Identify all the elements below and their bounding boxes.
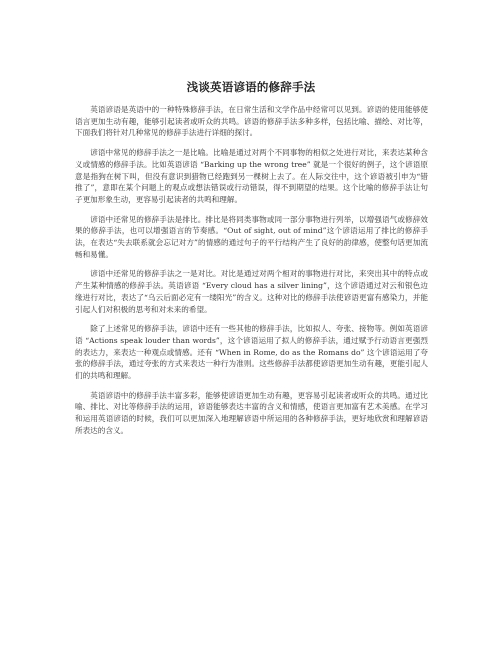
paragraph-metaphor: 谚语中常见的修辞手法之一是比喻。比喻是通过对两个不同事物的相似之处进行对比，来表达某种含义或情感的修辞手法。比如英语谚语 “Barking up the wrong tree” 就是一个很好的例子，这个谚语原意是指狗在树下叫，但没有意识到猎物已经跑到另一棵树上去了。在人际交往中，这个谚语被引申为“错推了”，意即在某个问题上的观点或想法错误或行动错误，得不到期望的结果。这个比喻的修辞手法让句子更加形象生动，更容易引起读者的共鸣和理解。 — [75, 148, 428, 204]
paragraph-intro: 英语谚语是英语中的一种特殊修辞手法，在日常生活和文学作品中经常可以见到。谚语的使用能够使语言更加生动有趣，能够引起读者或听众的共鸣。谚语的修辞手法多种多样，包括比喻、描绘、对比等，下面我们将针对几种常见的修辞手法进行详细的探讨。 — [75, 105, 428, 138]
paragraph-parallelism: 谚语中还常见的修辞手法是排比。排比是将同类事物或同一部分事物进行列举，以增强语气或修辞效果的修辞手法，也可以增强语言的节奏感。“Out of sight, out of mind”这个谚语运用了排比的修辞手法，在表达“失去联系就会忘记对方”的情感的通过句子的平行结构产生了良好的韵律感，使整句话更加流畅和易懂。 — [75, 214, 428, 259]
paragraph-conclusion: 英语谚语中的修辞手法丰富多彩，能够使谚语更加生动有趣，更容易引起读者或听众的共鸣。通过比喻、排比、对比等修辞手法的运用，谚语能够表达丰富的含义和情感，使语言更加富有艺术美感。在学习和运用英语谚语的时候，我们可以更加深入地理解谚语中所运用的各种修辞手法，更好地欣赏和理解谚语所表达的含义。 — [75, 390, 428, 435]
paragraph-other-devices: 除了上述常见的修辞手法，谚语中还有一些其他的修辞手法，比如拟人、夸张、接物等。例如英语谚语 “Actions speak louder than words”，这个谚语运用了拟人的修辞手法，通过赋予行动语言更强烈的表达力，来表达一种观点或情感。还有 “When in Rome, do as the Romans do” 这个谚语运用了夸张的修辞手法，通过夸张的方式来表达一种行为准则。这些修辞手法都使谚语更加生动有趣，更能引起人们的共鸣和理解。 — [75, 324, 428, 381]
paragraph-contrast: 谚语中还常见的修辞手法之一是对比。对比是通过对两个相对的事物进行对比，来突出其中的特点或产生某种情感的修辞手法。英语谚语 “Every cloud has a silver lining”，这个谚语通过对云和银色边缘进行对比，表达了“乌云后面必定有一缕阳光”的含义。这种对比的修辞手法使谚语更富有感染力，并能引起人们对积极的思考和对未来的希望。 — [75, 269, 428, 314]
document-body — [75, 104, 428, 445]
document-title: 浅谈英语谚语的修辞手法 — [186, 80, 316, 94]
